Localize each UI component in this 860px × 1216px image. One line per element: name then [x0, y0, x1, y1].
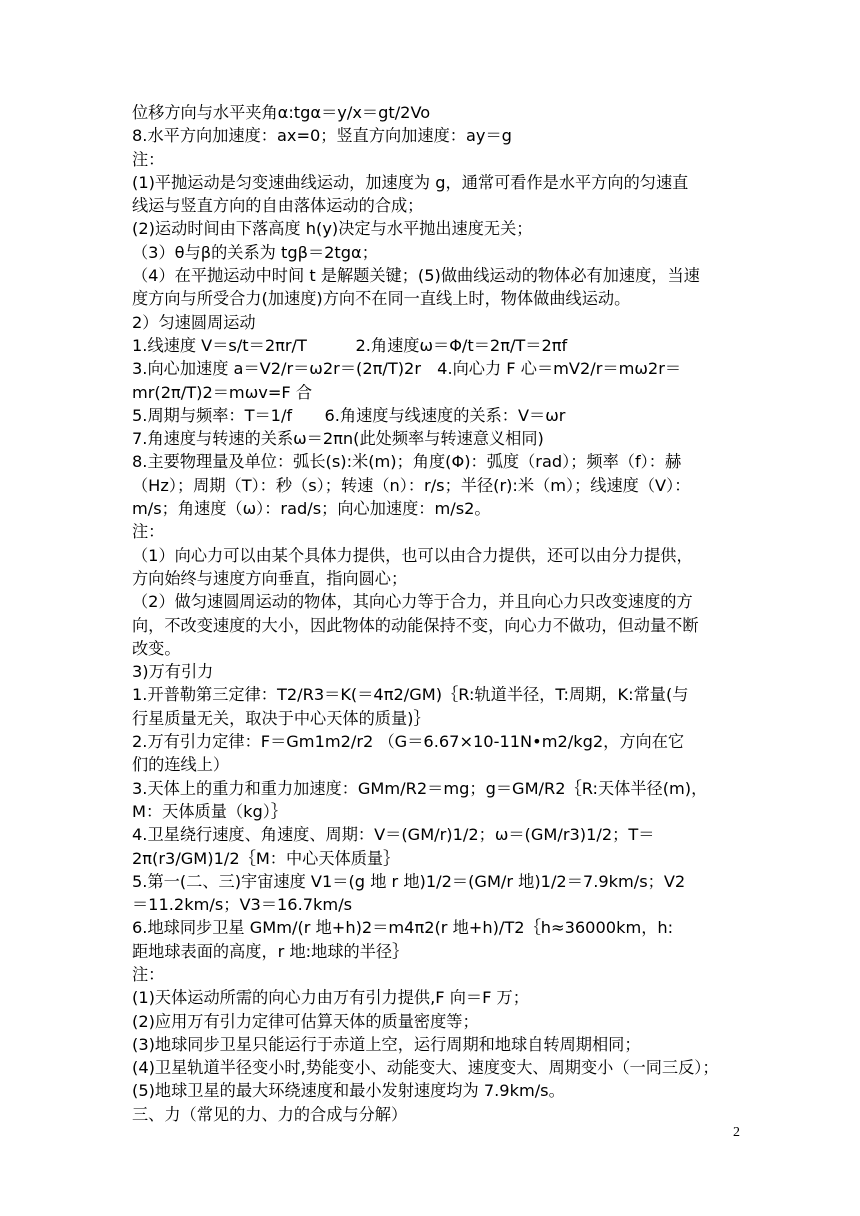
text-line: 注： [132, 964, 165, 984]
text-line: 线运与竖直方向的自由落体运动的合成； [132, 196, 424, 216]
section-heading: 2）匀速圆周运动 [132, 312, 256, 332]
text-line: 方向始终与速度方向垂直，指向圆心； [132, 568, 408, 588]
section-heading: 三、力（常见的力、力的合成与分解） [132, 1104, 408, 1124]
text-line: （3）θ与β的关系为 tgβ＝2tgα； [132, 242, 378, 262]
text-line: 1.线速度 V＝s/t＝2πr/T 2.角速度ω＝Φ/t＝2π/T＝2πf [132, 335, 568, 355]
text-line: 度方向与所受合力(加速度)方向不在同一直线上时，物体做曲线运动。 [132, 289, 631, 309]
text-line: (3)地球同步卫星只能运行于赤道上空，运行周期和地球自转周期相同； [132, 1034, 641, 1054]
text-line: (2)应用万有引力定律可估算天体的质量密度等； [132, 1011, 479, 1031]
text-line: 1.开普勒第三定律：T2/R3＝K(＝4π2/GM)｛R:轨道半径，T:周期，K:常量(与 [132, 685, 689, 705]
document-body [132, 101, 744, 1126]
text-line: 3.天体上的重力和重力加速度：GMm/R2＝mg；g＝GM/R2｛R:天体半径(m)， [132, 778, 708, 798]
text-line: (4)卫星轨道半径变小时,势能变小、动能变大、速度变大、周期变小（一同三反）； [132, 1058, 719, 1078]
text-line: (5)地球卫星的最大环绕速度和最小发射速度均为 7.9km/s。 [132, 1081, 565, 1101]
text-line: （Hz）；周期（T）：秒（s）；转速（n）：r/s；半径(r):米（m）；线速度（V）： [132, 475, 691, 495]
text-line: 向，不改变速度的大小，因此物体的动能保持不变，向心力不做功，但动量不断 [132, 615, 699, 635]
text-line: 4.卫星绕行速度、角速度、周期：V＝(GM/r)1/2；ω＝(GM/r3)1/2；T＝ [132, 825, 655, 845]
text-line: 5.周期与频率：T＝1/f 6.角速度与线速度的关系：V＝ωr [132, 405, 566, 425]
text-line: 改变。 [132, 638, 181, 658]
page-number: 2 [733, 1125, 740, 1140]
text-line: m/s；角速度（ω）：rad/s；向心加速度：m/s2。 [132, 499, 491, 519]
text-line: 位移方向与水平夹角α:tgα＝y/x＝gt/2Vo [132, 103, 431, 122]
text-line: 们的连线上） [132, 755, 230, 775]
text-line: 注： [132, 149, 165, 169]
text-line: 距地球表面的高度，r 地:地球的半径｝ [132, 941, 409, 961]
section-heading: 3)万有引力 [132, 662, 214, 682]
text-line: 7.角速度与转速的关系ω＝2πn(此处频率与转速意义相同) [132, 429, 544, 449]
text-line: 2.万有引力定律：F＝Gm1m2/r2 （G＝6.67×10-11N•m2/kg2，方向在它 [132, 732, 685, 752]
text-line: (1)天体运动所需的向心力由万有引力提供,F 向＝F 万； [132, 988, 529, 1008]
text-line: 注： [132, 522, 165, 542]
text-line: （1）向心力可以由某个具体力提供，也可以由合力提供，还可以由分力提供， [132, 545, 693, 565]
text-line: ＝11.2km/s；V3＝16.7km/s [132, 895, 353, 915]
text-line: 6.地球同步卫星 GMm/(r 地+h)2＝m4π2(r 地+h)/T2｛h≈36000km，h: [132, 918, 674, 938]
text-line: (1)平抛运动是匀变速曲线运动，加速度为 g，通常可看作是水平方向的匀速直 [132, 172, 689, 192]
text-line: 行星质量无关，取决于中心天体的质量)｝ [132, 708, 430, 728]
text-line: 3.向心加速度 a＝V2/r＝ω2r＝(2π/T)2r 4.向心力 F 心＝mV2/r＝mω2r＝ [132, 359, 682, 379]
text-line: (2)运动时间由下落高度 h(y)决定与水平抛出速度无关； [132, 219, 533, 239]
text-line: （4）在平抛运动中时间 t 是解题关键；(5)做曲线运动的物体必有加速度，当速 [132, 266, 700, 286]
text-line: （2）做匀速圆周运动的物体，其向心力等于合力，并且向心力只改变速度的方 [132, 592, 693, 612]
text-line: 2π(r3/GM)1/2｛M：中心天体质量｝ [132, 848, 400, 868]
text-line: 5.第一(二、三)宇宙速度 V1＝(g 地 r 地)1/2＝(GM/r 地)1/2＝7.9km/s；V2 [132, 871, 686, 891]
text-line: mr(2π/T)2＝mωv=F 合 [132, 382, 313, 402]
text-line: M：天体质量（kg）｝ [132, 801, 288, 821]
text-line: 8.主要物理量及单位：弧长(s):米(m)；角度(Φ)：弧度（rad）；频率（f）：赫 [132, 452, 682, 472]
text-line: 8.水平方向加速度：ax=0；竖直方向加速度：ay＝g [132, 126, 512, 146]
